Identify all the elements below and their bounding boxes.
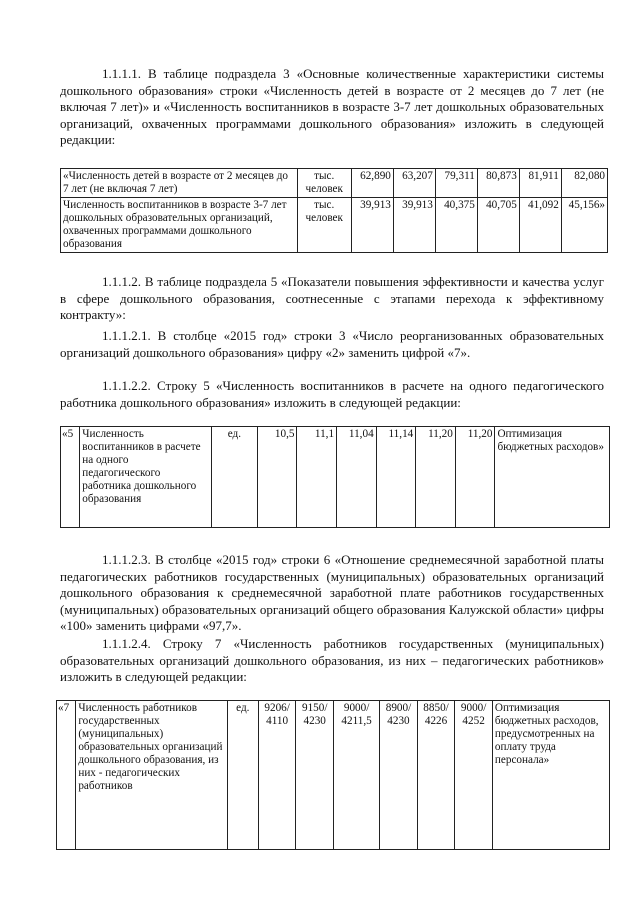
table-row [61,169,608,198]
value-cell: 9000/ 4211,5 [334,701,380,850]
table-row-5 [60,426,610,528]
table-preschool-counts [60,168,608,253]
note-cell: Оптимизация бюджетных расходов» [495,427,610,528]
value-cell: 81,911 [519,169,561,198]
value-cell: 80,873 [477,169,519,198]
value-cell: 11,1 [297,427,337,528]
value-cell: 62,890 [351,169,393,198]
value-cell: 9206/ 4110 [258,701,296,850]
row-label: Численность воспитанников в расчете на одного педагогического работника дошкольного образования [80,427,212,528]
paragraph-1-1-1-1: 1.1.1.1. В таблице подраздела 3 «Основные количественные характеристики системы дошкольного образования» строки «Численность детей в возрасте от 2 месяцев до 7 лет (не включая 7 лет)» и «Численность воспитанников в возрасте 3-7 лет дошкольных образовательных организаций, охваченных программами дошкольного образования» изложить в следующей редакции: [60,66,604,147]
value-cell: 10,5 [257,427,297,528]
value-cell: 45,156» [561,198,607,253]
unit-cell: ед. [211,427,257,528]
value-cell: 79,311 [435,169,477,198]
note-cell: Оптимизация бюджетных расходов, предусмотренных на оплату труда персонала» [492,701,609,850]
value-cell: 39,913 [393,198,435,253]
table-row [57,701,610,850]
unit-cell: тыс. человек [297,169,351,198]
row-label: Численность воспитанников в возрасте 3-7 лет дошкольных образовательных организаций, охваченных программами дошкольного образования [61,198,298,253]
value-cell: 63,207 [393,169,435,198]
unit-cell: ед. [227,701,258,850]
row-number: «5 [61,427,80,528]
table-row [61,427,610,528]
paragraph-1-1-1-2-2: 1.1.1.2.2. Строку 5 «Численность воспитанников в расчете на одного педагогического работника дошкольного образования» изложить в следующей редакции: [60,378,604,410]
paragraph-1-1-1-2-1: 1.1.1.2.1. В столбце «2015 год» строки 3 «Число реорганизованных образовательных организаций дошкольного образования» цифру «2» заменить цифрой «7». [60,328,604,360]
row-number: «7 [57,701,76,850]
paragraph-1-1-1-2-4: 1.1.1.2.4. Строку 7 «Численность работников государственных (муниципальных) образовательных организаций дошкольного образования, из них – педагогических работников» изложить в следующей редакции: [60,636,604,684]
value-cell: 39,913 [351,198,393,253]
value-cell: 82,080 [561,169,607,198]
paragraph-1-1-1-2-3: 1.1.1.2.3. В столбце «2015 год» строки 6 «Отношение среднемесячной заработной платы педагогических работников государственных (муниципальных) образовательных организаций дошкольного образования к среднемесячной заработной плате работников государственных (муниципальных) образовательных организаций общего образования Калужской области» цифры «100» заменить цифрами «97,7». [60,552,604,633]
value-cell: 40,375 [435,198,477,253]
value-cell: 11,20 [416,427,456,528]
table-row-7 [56,700,610,850]
row-label: «Численность детей в возрасте от 2 месяцев до 7 лет (не включая 7 лет) [61,169,298,198]
unit-cell: тыс. человек [297,198,351,253]
value-cell: 41,092 [519,198,561,253]
value-cell: 40,705 [477,198,519,253]
paragraph-1-1-1-2: 1.1.1.2. В таблице подраздела 5 «Показатели повышения эффективности и качества услуг в сфере дошкольного образования, соотнесенные с этапами перехода к эффективному контракту»: [60,274,604,322]
value-cell: 9150/ 4230 [296,701,334,850]
value-cell: 11,14 [376,427,416,528]
value-cell: 8850/ 4226 [417,701,455,850]
value-cell: 8900/ 4230 [380,701,418,850]
value-cell: 11,04 [337,427,377,528]
table-row [61,198,608,253]
value-cell: 9000/ 4252 [455,701,493,850]
value-cell: 11,20 [455,427,495,528]
row-label: Численность работников государственных (муниципальных) образовательных организаций дошкольного образования, из них - педагогических работников [76,701,227,850]
